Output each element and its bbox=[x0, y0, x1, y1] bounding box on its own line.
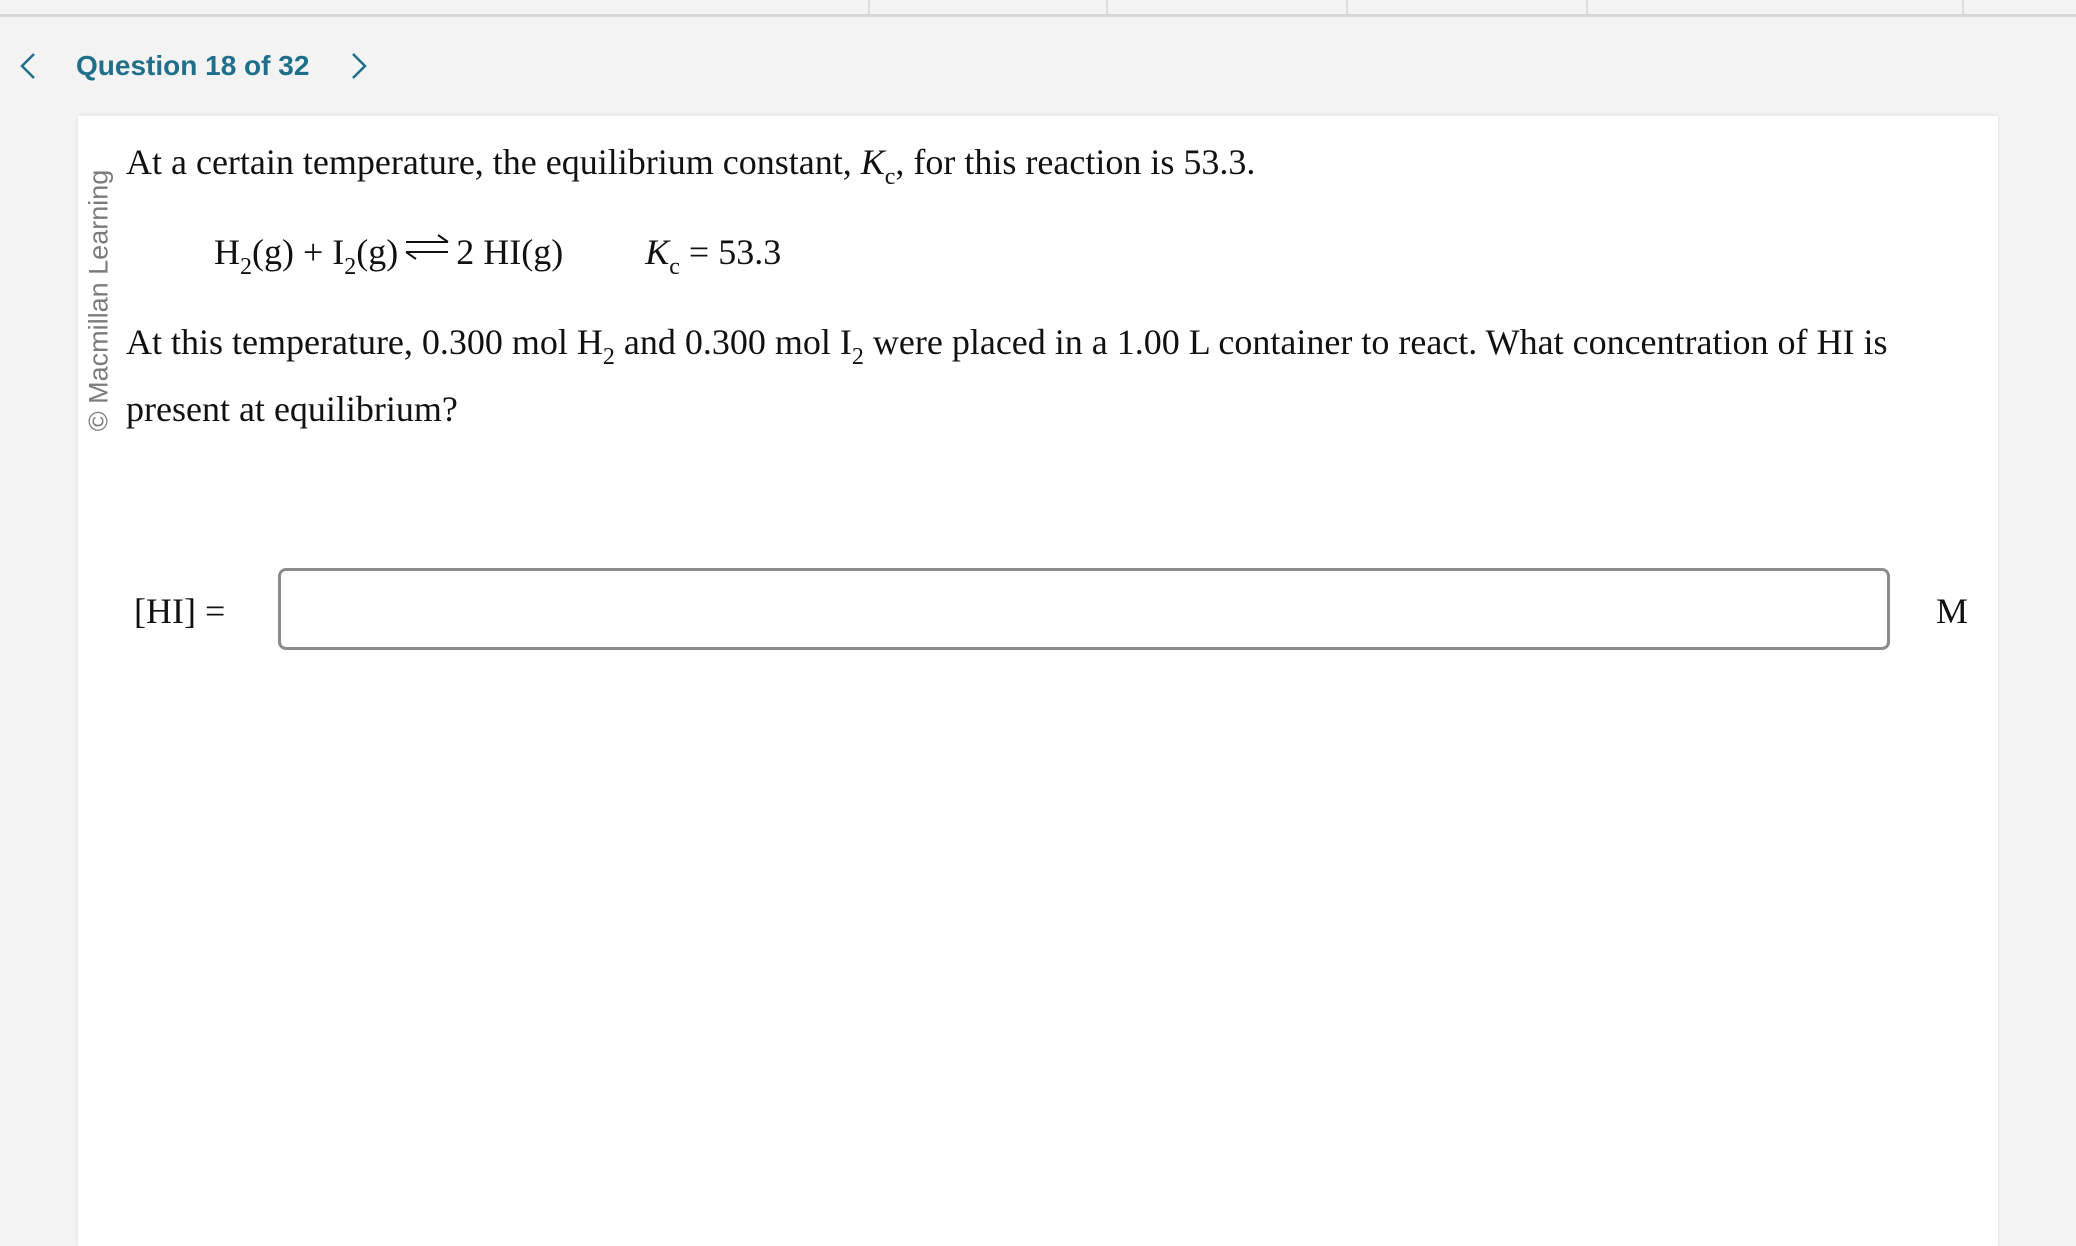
divider bbox=[1346, 0, 1348, 14]
previous-question-button[interactable] bbox=[8, 38, 48, 94]
intro-text: At a certain temperature, the equilibrium constant, bbox=[126, 142, 861, 182]
divider bbox=[868, 0, 870, 14]
question-counter: Question 18 of 32 bbox=[76, 50, 310, 81]
next-question-button[interactable] bbox=[339, 38, 379, 94]
chevron-right-icon bbox=[350, 51, 368, 81]
body-text: and 0.300 mol I bbox=[614, 322, 852, 362]
divider bbox=[1106, 0, 1108, 14]
hi-concentration-input[interactable] bbox=[278, 568, 1890, 650]
equilibrium-arrow-icon bbox=[404, 232, 450, 262]
kc-symbol: K bbox=[860, 142, 885, 182]
kc-value: = 53.3 bbox=[679, 232, 782, 272]
kc-subscript: c bbox=[669, 254, 680, 280]
equation-state: (g) bbox=[356, 232, 399, 272]
copyright-text: © Macmillan Learning bbox=[83, 169, 114, 431]
unit-label: M bbox=[1936, 591, 1969, 631]
h2-subscript: 2 bbox=[240, 254, 252, 280]
intro-text-end: , for this reaction is 53.3. bbox=[895, 142, 1256, 182]
equation-product: 2 HI(g) bbox=[456, 232, 564, 272]
body-text-end: were placed in a 1.00 L container to react. What concentration of HI is present at equilibrium? bbox=[126, 322, 1888, 429]
h2-subscript: 2 bbox=[602, 344, 615, 370]
reaction-equation bbox=[214, 226, 781, 293]
i2-subscript: 2 bbox=[344, 254, 357, 280]
body-text: At this temperature, 0.300 mol H bbox=[126, 322, 603, 362]
equation-middle: (g) + I bbox=[252, 232, 345, 272]
kc-symbol: K bbox=[645, 232, 670, 272]
i2-subscript: 2 bbox=[851, 344, 864, 370]
question-intro bbox=[126, 136, 1255, 203]
divider bbox=[1962, 0, 1964, 14]
question-navigation bbox=[0, 38, 420, 94]
kc-subscript: c bbox=[884, 164, 896, 190]
answer-label: [HI] = bbox=[134, 591, 226, 631]
chevron-left-icon bbox=[19, 51, 37, 81]
copyright-notice bbox=[76, 160, 122, 440]
top-progress-bar bbox=[0, 0, 2076, 17]
kc-expression bbox=[645, 232, 782, 280]
h2-symbol: H bbox=[214, 232, 240, 272]
question-body bbox=[126, 316, 1926, 435]
divider bbox=[1586, 0, 1588, 14]
